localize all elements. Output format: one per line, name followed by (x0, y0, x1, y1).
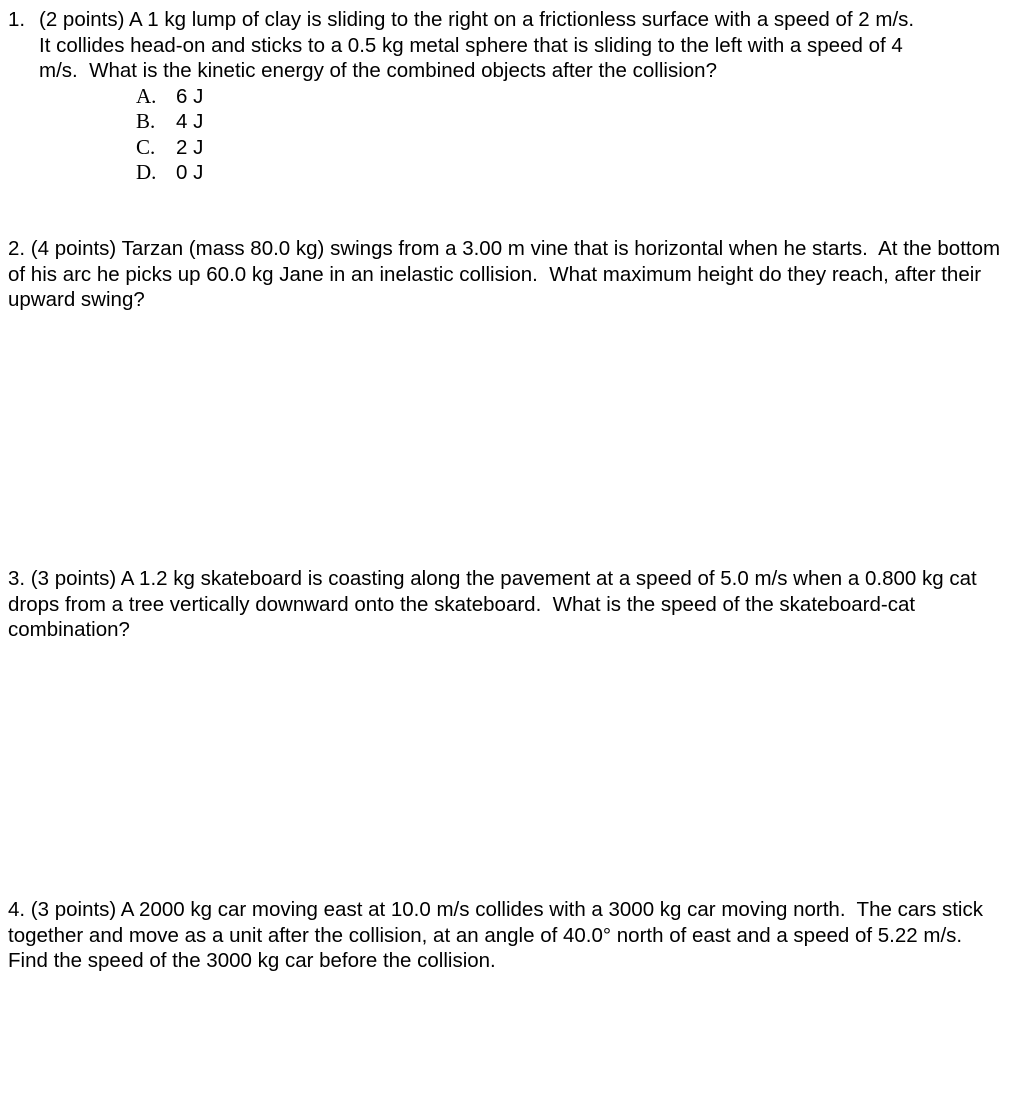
question-1-line-3: m/s. What is the kinetic energy of the combined objects after the collision? (39, 59, 717, 82)
choice-c (136, 135, 1008, 161)
choice-b-letter: B. (136, 109, 156, 133)
choice-d-text: 0 J (176, 161, 204, 184)
question-1 (8, 7, 1008, 186)
question-1-choices (8, 84, 1008, 186)
choice-a-text: 6 J (176, 84, 204, 108)
question-3: 3. (3 points) A 1.2 kg skateboard is coasting along the pavement at a speed of 5.0 m/s when a 0.800 kg cat drops from a tree vertically downward onto the skateboard. What is the speed of the skateboard-cat combination? (8, 567, 983, 641)
question-2: 2. (4 points) Tarzan (mass 80.0 kg) swings from a 3.00 m vine that is horizontal when he starts. At the bottom of his arc he picks up 60.0 kg Jane in an inelastic collision. What maximum height do they reach, after their upward swing? (8, 237, 1006, 311)
question-4: 4. (3 points) A 2000 kg car moving east at 10.0 m/s collides with a 3000 kg car moving north. The cars stick together and move as a unit after the collision, at an angle of 40.0° north of east and a speed of 5.22 m/s. Find the speed of the 3000 kg car before the collision. (8, 898, 989, 972)
choice-c-letter: C. (136, 134, 156, 159)
choice-b-text: 4 J (176, 110, 204, 133)
choice-d (136, 160, 1008, 186)
choice-a (136, 84, 1008, 110)
choice-c-text: 2 J (176, 135, 204, 159)
choice-d-letter: D. (136, 160, 157, 184)
choice-a-letter: A. (136, 83, 157, 108)
question-1-stem (8, 7, 1008, 33)
question-1-line-1: (2 points) A 1 kg lump of clay is sliding to the right on a frictionless surface with a speed of 2 m/s. (39, 8, 915, 31)
question-1-line-2: It collides head-on and sticks to a 0.5 kg metal sphere that is sliding to the left with a speed of 4 (39, 33, 903, 57)
question-1-number: 1. (8, 8, 26, 31)
choice-b (136, 109, 1008, 135)
